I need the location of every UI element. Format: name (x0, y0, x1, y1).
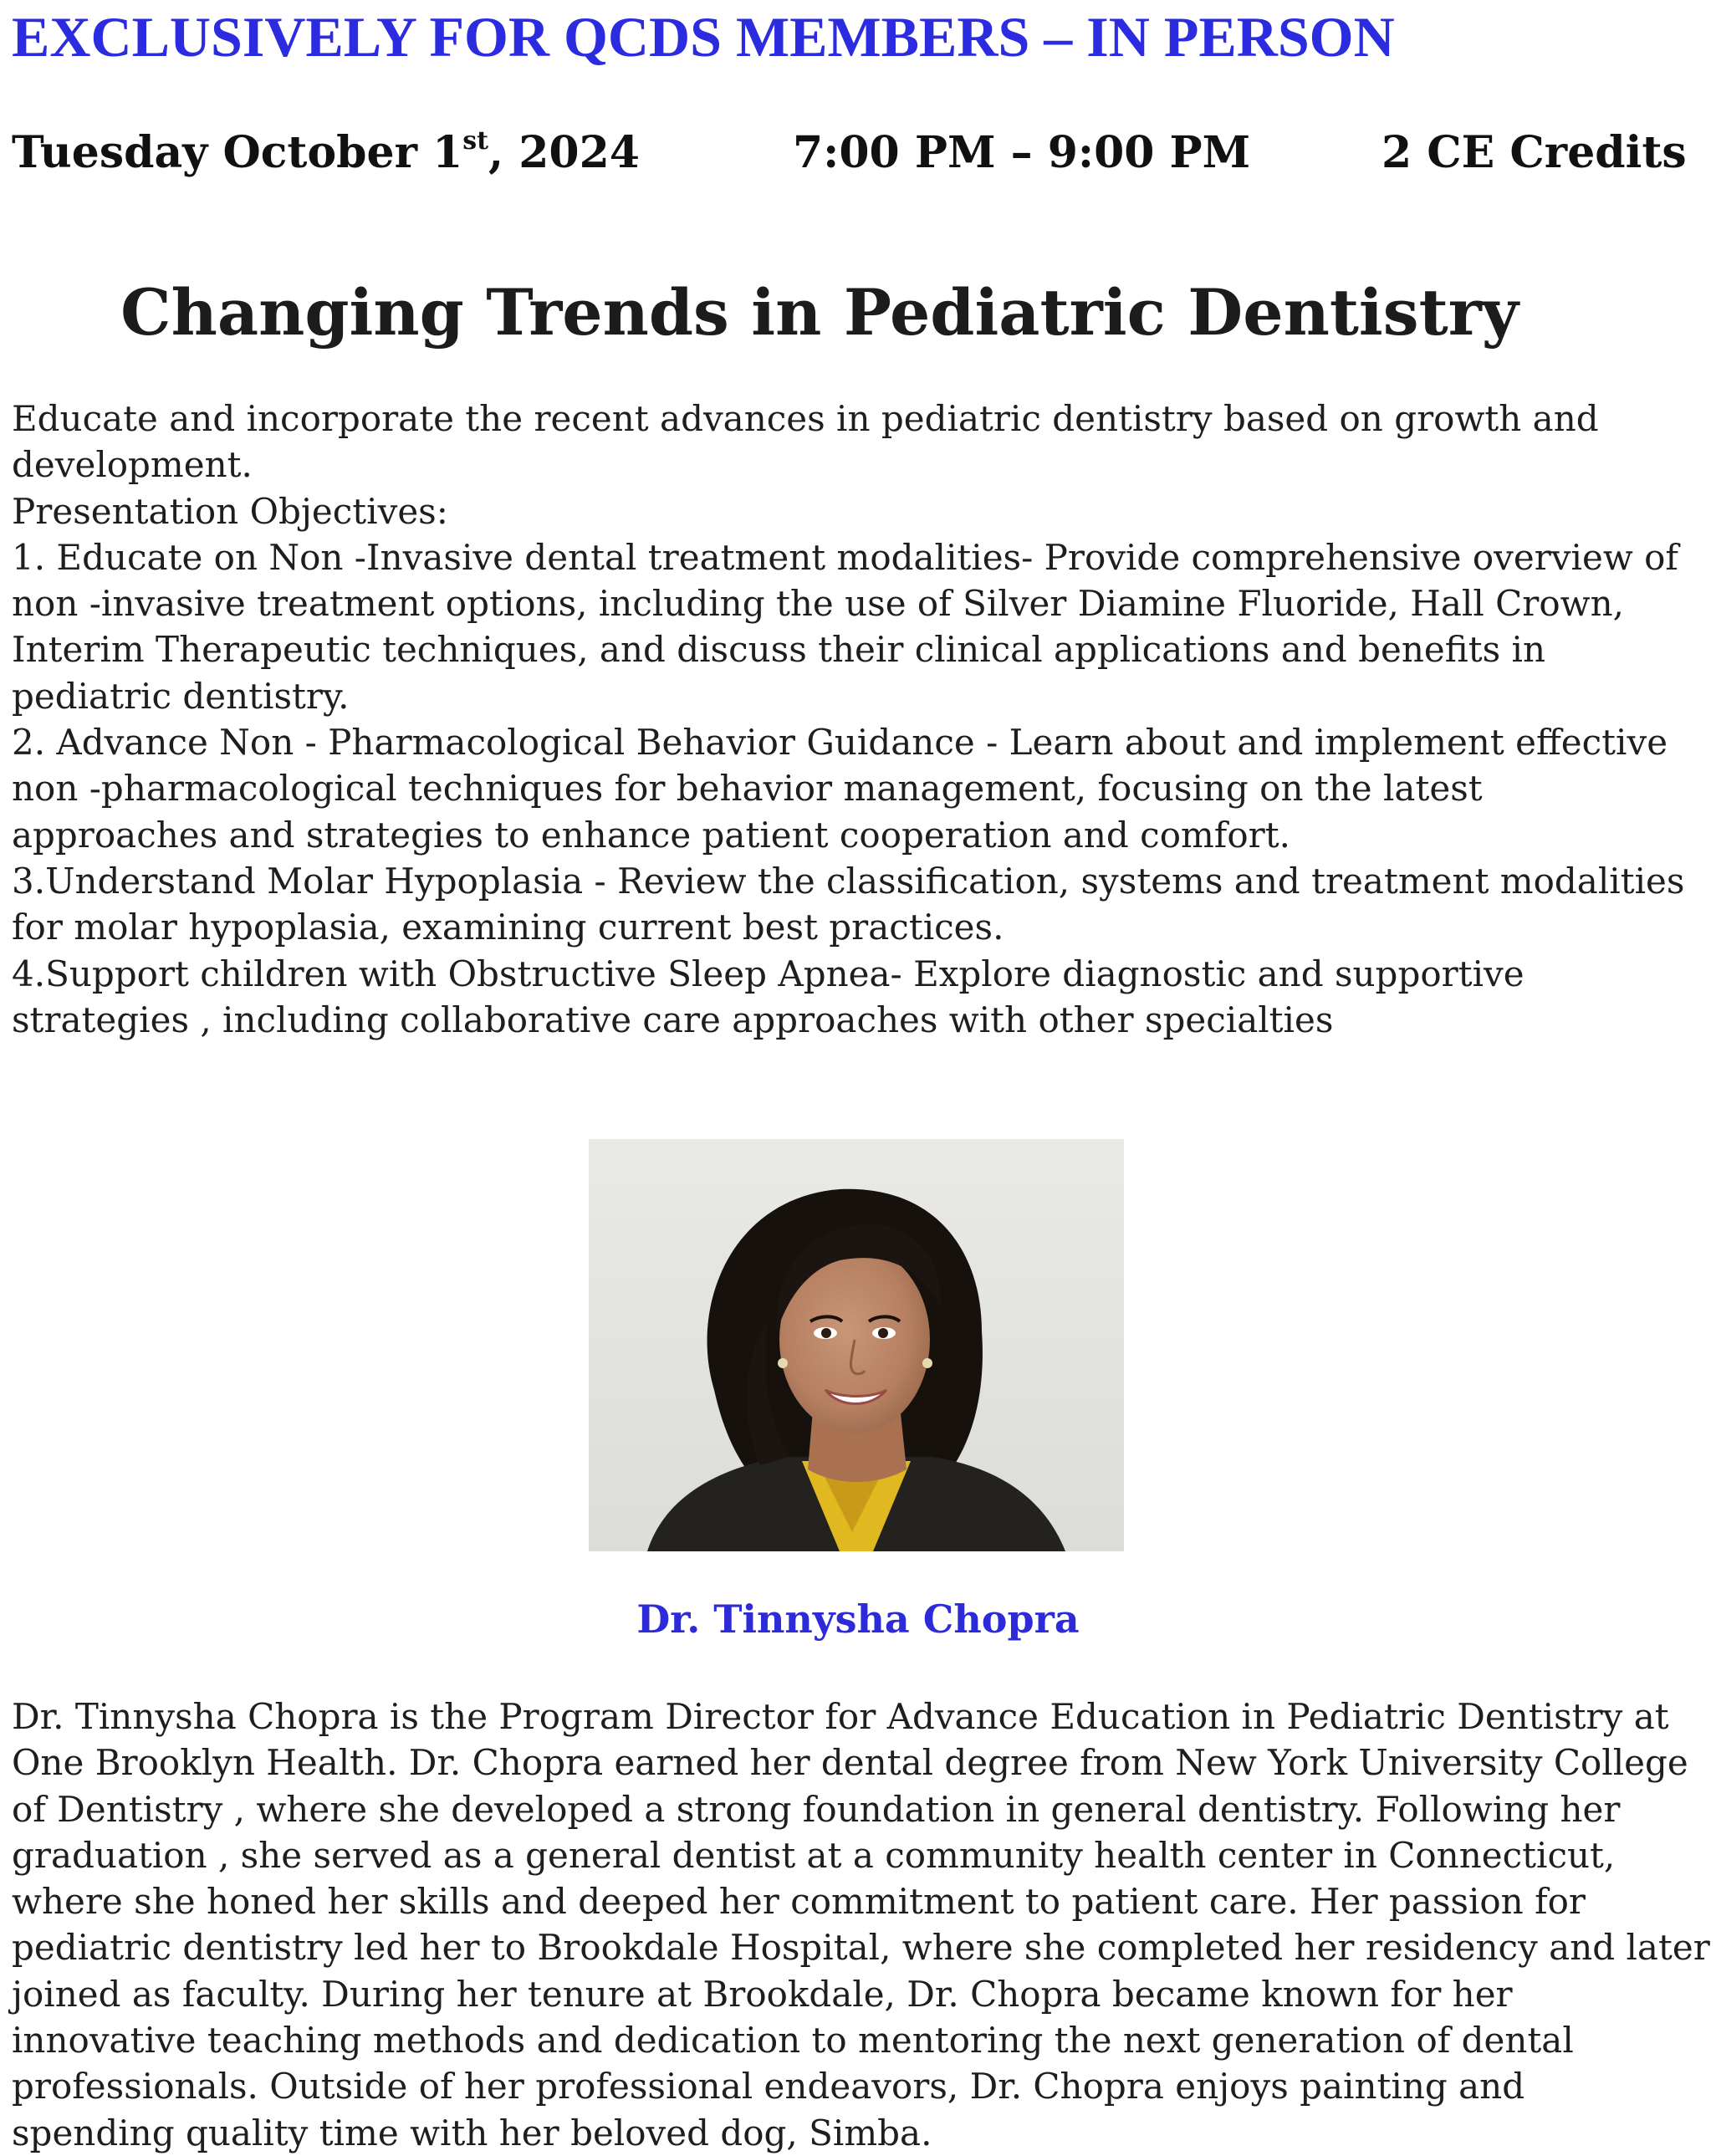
objective-line: 1. Educate on Non -Invasive dental treatment modalities- Provide comprehensive overview of (12, 536, 1678, 578)
speaker-bio (12, 1694, 1709, 2156)
intro-line: development. (12, 444, 253, 486)
objective-line: 2. Advance Non - Pharmacological Behavior Guidance - Learn about and implement effective (12, 722, 1668, 764)
speaker-photo (589, 1139, 1124, 1551)
bio-line: professionals. Outside of her professional endeavors, Dr. Chopra enjoys painting and (12, 2066, 1525, 2107)
bio-line: joined as faculty. During her tenure at Brookdale, Dr. Chopra became known for her (12, 1973, 1513, 2015)
bio-line: where she honed her skills and deeped her commitment to patient care. Her passion for (12, 1881, 1586, 1923)
objective-line: Interim Therapeutic techniques, and discuss their clinical applications and benefits in (12, 629, 1546, 671)
objective-line: approaches and strategies to enhance patient cooperation and comfort. (12, 814, 1290, 856)
objective-line: non -invasive treatment options, including the use of Silver Diamine Fluoride, Hall Crown, (12, 583, 1624, 625)
bio-line: Dr. Tinnysha Chopra is the Program Director for Advance Education in Pediatric Dentistry at (12, 1696, 1669, 1737)
objective-line: strategies , including collaborative care approaches with other specialties (12, 999, 1334, 1040)
speaker-name: Dr. Tinnysha Chopra (636, 1597, 1080, 1642)
bio-line: innovative teaching methods and dedication to mentoring the next generation of dental (12, 2020, 1574, 2061)
bio-line: of Dentistry , where she developed a strong foundation in general dentistry. Following her (12, 1788, 1621, 1830)
event-time: 7:00 PM – 9:00 PM (793, 127, 1251, 178)
event-date-ordinal: st (462, 126, 488, 156)
objective-line: pediatric dentistry. (12, 675, 350, 717)
event-date-year: , 2024 (488, 127, 640, 178)
objectives-heading: Presentation Objectives: (12, 490, 448, 532)
objective-line: 3.Understand Molar Hypoplasia - Review the classification, systems and treatment modalities (12, 860, 1685, 902)
bio-line: graduation , she served as a general dentist at a community health center in Connecticut, (12, 1834, 1616, 1876)
bio-line: One Brooklyn Health. Dr. Chopra earned her dental degree from New York University College (12, 1742, 1688, 1784)
event-credits: 2 CE Credits (1381, 127, 1687, 178)
intro-line: Educate and incorporate the recent advances in pediatric dentistry based on growth and (12, 398, 1599, 439)
bio-line: spending quality time with her beloved dog, Simba. (12, 2112, 932, 2153)
event-date-text: Tuesday October 1 (12, 127, 463, 178)
event-date (12, 124, 640, 182)
bio-line: pediatric dentistry led her to Brookdale Hospital, where she completed her residency and later (12, 1927, 1710, 1969)
objective-line: non -pharmacological techniques for behavior management, focusing on the latest (12, 768, 1483, 810)
objective-line: for molar hypoplasia, examining current best practices. (12, 907, 1004, 948)
page-title: Changing Trends in Pediatric Dentistry (120, 275, 1519, 350)
objective-line: 4.Support children with Obstructive Sleep Apnea- Explore diagnostic and supportive (12, 953, 1524, 994)
members-banner: EXCLUSIVELY FOR QCDS MEMBERS – IN PERSON (12, 5, 1395, 69)
speaker-portrait-illustration (589, 1139, 1124, 1551)
intro-description (12, 396, 1709, 1043)
